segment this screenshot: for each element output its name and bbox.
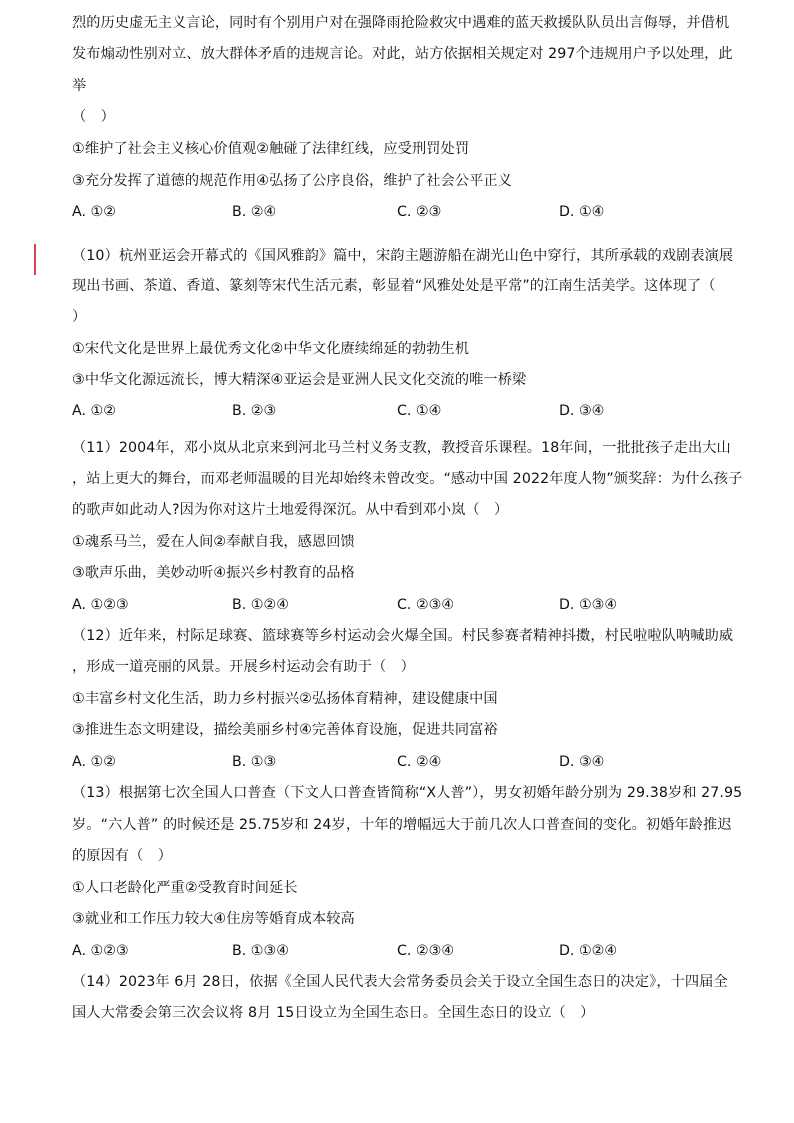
q9-choice-a: A. ①②: [72, 204, 116, 220]
q13-text-line-1: （13）根据第七次全国人口普查（下文人口普查皆简称“X人普”），男女初婚年龄分别为 29.38岁和 27.95: [72, 785, 743, 801]
q11-statement-1: ①魂系马兰，爱在人间②奉献自我，感恩回馈: [72, 534, 355, 550]
q11-choice-b: B. ①②④: [232, 597, 289, 613]
q9-statement-2: ③充分发挥了道德的规范作用④弘扬了公序良俗，维护了社会公平正义: [72, 173, 512, 189]
q13-choice-b: B. ①③④: [232, 943, 289, 959]
q13-choice-c: C. ②③④: [397, 943, 455, 959]
q13-text-line-2: 岁。“六人普” 的时候还是 25.75岁和 24岁，十年的增幅远大于前几次人口普查间的变化。初婚年龄推迟: [72, 817, 732, 833]
q9-choices: [72, 202, 732, 222]
q12-choice-d: D. ③④: [559, 754, 605, 770]
q12-statement-1: ①丰富乡村文化生活，助力乡村振兴②弘扬体育精神，建设健康中国: [72, 691, 498, 707]
q9-choice-d: D. ①④: [559, 204, 605, 220]
q9-choice-b: B. ②④: [232, 204, 277, 220]
q11-choice-c: C. ②③④: [397, 597, 455, 613]
q11-text-line-2: ，站上更大的舞台，而邓老师温暖的目光却始终未曾改变。“感动中国 2022年度人物”颁奖辞：为什么孩子: [72, 471, 743, 487]
q9-answer-bracket: （ ）: [72, 109, 115, 125]
q14-text-line-2: 国人大常委会第三次会议将 8月 15日设立为全国生态日。全国生态日的设立（ ）: [72, 1005, 595, 1021]
q10-choice-a: A. ①②: [72, 403, 116, 419]
q11-choice-d: D. ①③④: [559, 597, 618, 613]
q12-statement-2: ③推进生态文明建设，描绘美丽乡村④完善体育设施，促进共同富裕: [72, 722, 498, 738]
q12-choice-a: A. ①②: [72, 754, 116, 770]
q11-statement-2: ③歌声乐曲，美妙动听④振兴乡村教育的品格: [72, 565, 355, 581]
q9-statement-1: ①维护了社会主义核心价值观②触碰了法律红线，应受刑罚处罚: [72, 141, 470, 157]
q11-choice-a: A. ①②③: [72, 597, 129, 613]
q12-choice-b: B. ①③: [232, 754, 277, 770]
q10-text-line-2: 现出书画、茶道、香道、篆刻等宋代生活元素，彰显着“风雅处处是平常”的江南生活美学。这体现了（: [72, 278, 716, 294]
q12-text-line-2: ，形成一道亮丽的风景。开展乡村运动会有助于（ ）: [72, 659, 415, 675]
q13-statement-2: ③就业和工作压力较大④住房等婚育成本较高: [72, 911, 355, 927]
q13-text-line-3: 的原因有（ ）: [72, 848, 173, 864]
q14-text-line-1: （14）2023年 6月 28日，依据《全国人民代表大会常务委员会关于设立全国生态日的决定》，十四届全: [72, 974, 728, 990]
q10-choice-c: C. ①④: [397, 403, 442, 419]
q13-choices: [72, 941, 732, 961]
q10-statement-1: ①宋代文化是世界上最优秀文化②中华文化赓续绵延的勃勃生机: [72, 341, 470, 357]
q10-choices: [72, 401, 732, 421]
q9-text-line-2: 发布煽动性别对立、放大群体矛盾的违规言论。对此，站方依据相关规定对 297个违规用户予以处理，此: [72, 46, 733, 62]
q11-choices: [72, 595, 732, 615]
margin-change-marker: [34, 244, 36, 275]
q10-statement-2: ③中华文化源远流长，博大精深④亚运会是亚洲人民文化交流的唯一桥梁: [72, 372, 527, 388]
q13-choice-a: A. ①②③: [72, 943, 129, 959]
q10-choice-d: D. ③④: [559, 403, 605, 419]
q12-text-line-1: （12）近年来，村际足球赛、篮球赛等乡村运动会火爆全国。村民参赛者精神抖擞，村民啦啦队呐喊助威: [72, 628, 734, 644]
q13-choice-d: D. ①②④: [559, 943, 618, 959]
q10-choice-b: B. ②③: [232, 403, 277, 419]
q11-text-line-3: 的歌声如此动人?因为你对这片土地爱得深沉。从中看到邓小岚（ ）: [72, 502, 509, 518]
q9-choice-c: C. ②③: [397, 204, 442, 220]
q10-text-line-3: ）: [72, 309, 87, 325]
q12-choice-c: C. ②④: [397, 754, 442, 770]
q12-choices: [72, 752, 732, 772]
q10-text-line-1: （10）杭州亚运会开幕式的《国风雅韵》篇中，宋韵主题游船在湖光山色中穿行，其所承载的戏剧表演展: [72, 248, 734, 264]
q13-statement-1: ①人口老龄化严重②受教育时间延长: [72, 880, 298, 896]
q9-text-line-3: 举: [72, 78, 87, 94]
q9-text-line-1: 烈的历史虚无主义言论，同时有个别用户对在强降雨抢险救灾中遇难的蓝天救援队队员出言侮辱，并借机: [72, 15, 730, 31]
q11-text-line-1: （11）2004年，邓小岚从北京来到河北马兰村义务支教，教授音乐课程。18年间，一批批孩子走出大山: [72, 440, 731, 456]
